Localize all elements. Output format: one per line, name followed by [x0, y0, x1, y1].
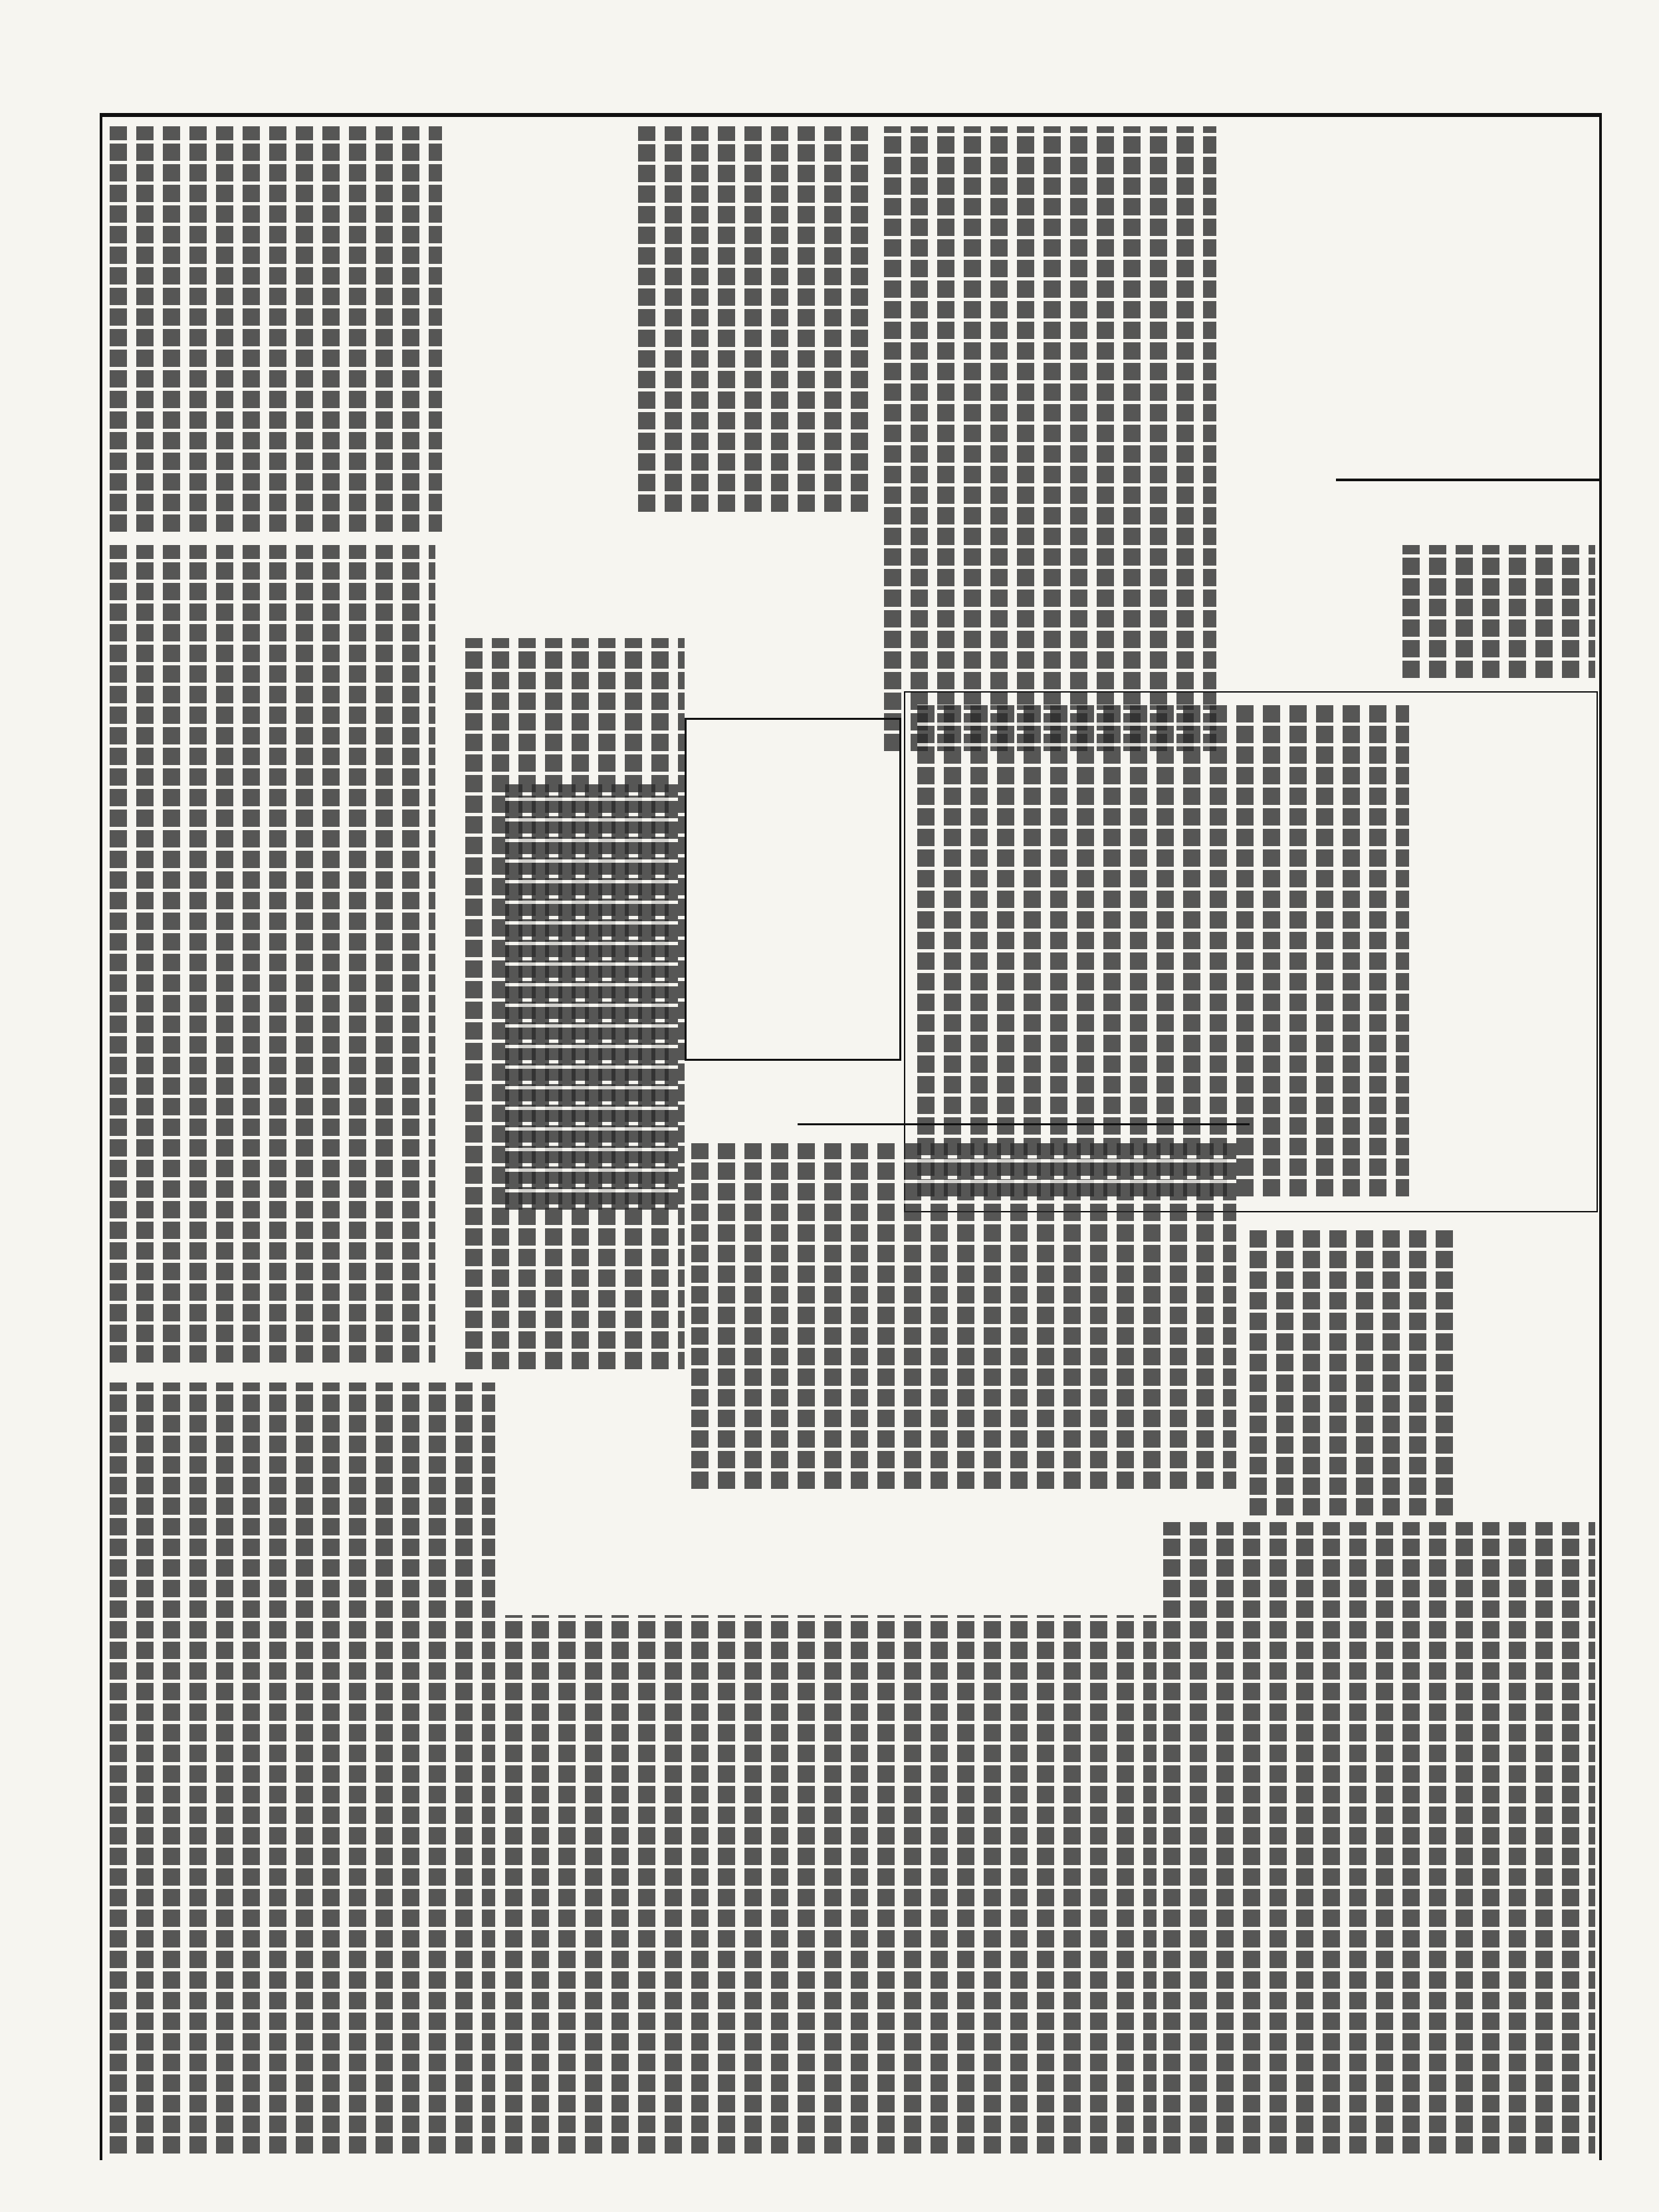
article-body-press-freedom	[505, 1615, 1157, 2154]
article-body-news-chat	[917, 705, 1409, 1196]
title-divider	[1336, 479, 1599, 481]
article-body-greek-king	[505, 784, 678, 1210]
article-body-defamation-right	[1402, 545, 1595, 678]
subhead-author-source	[219, 432, 273, 631]
masthead-rule	[100, 113, 1602, 117]
article-body-radio-print	[1250, 1230, 1462, 1515]
column-title-block	[1336, 123, 1595, 495]
article-body-top-left	[110, 126, 442, 532]
film-reform-underline	[798, 1123, 1250, 1125]
frame-left	[100, 113, 102, 2160]
article-body-bottom-left	[110, 1382, 495, 2154]
article-body-radio-print-2	[1163, 1522, 1595, 2154]
article-body-defamation	[884, 126, 1216, 751]
masthead	[0, 53, 1659, 113]
article-body-film-reform	[691, 1143, 1236, 1489]
article-body-top-mid	[638, 126, 877, 512]
frame-right	[1599, 113, 1602, 2160]
greek-king-box	[685, 718, 901, 1061]
article-body-byline	[110, 545, 435, 1363]
